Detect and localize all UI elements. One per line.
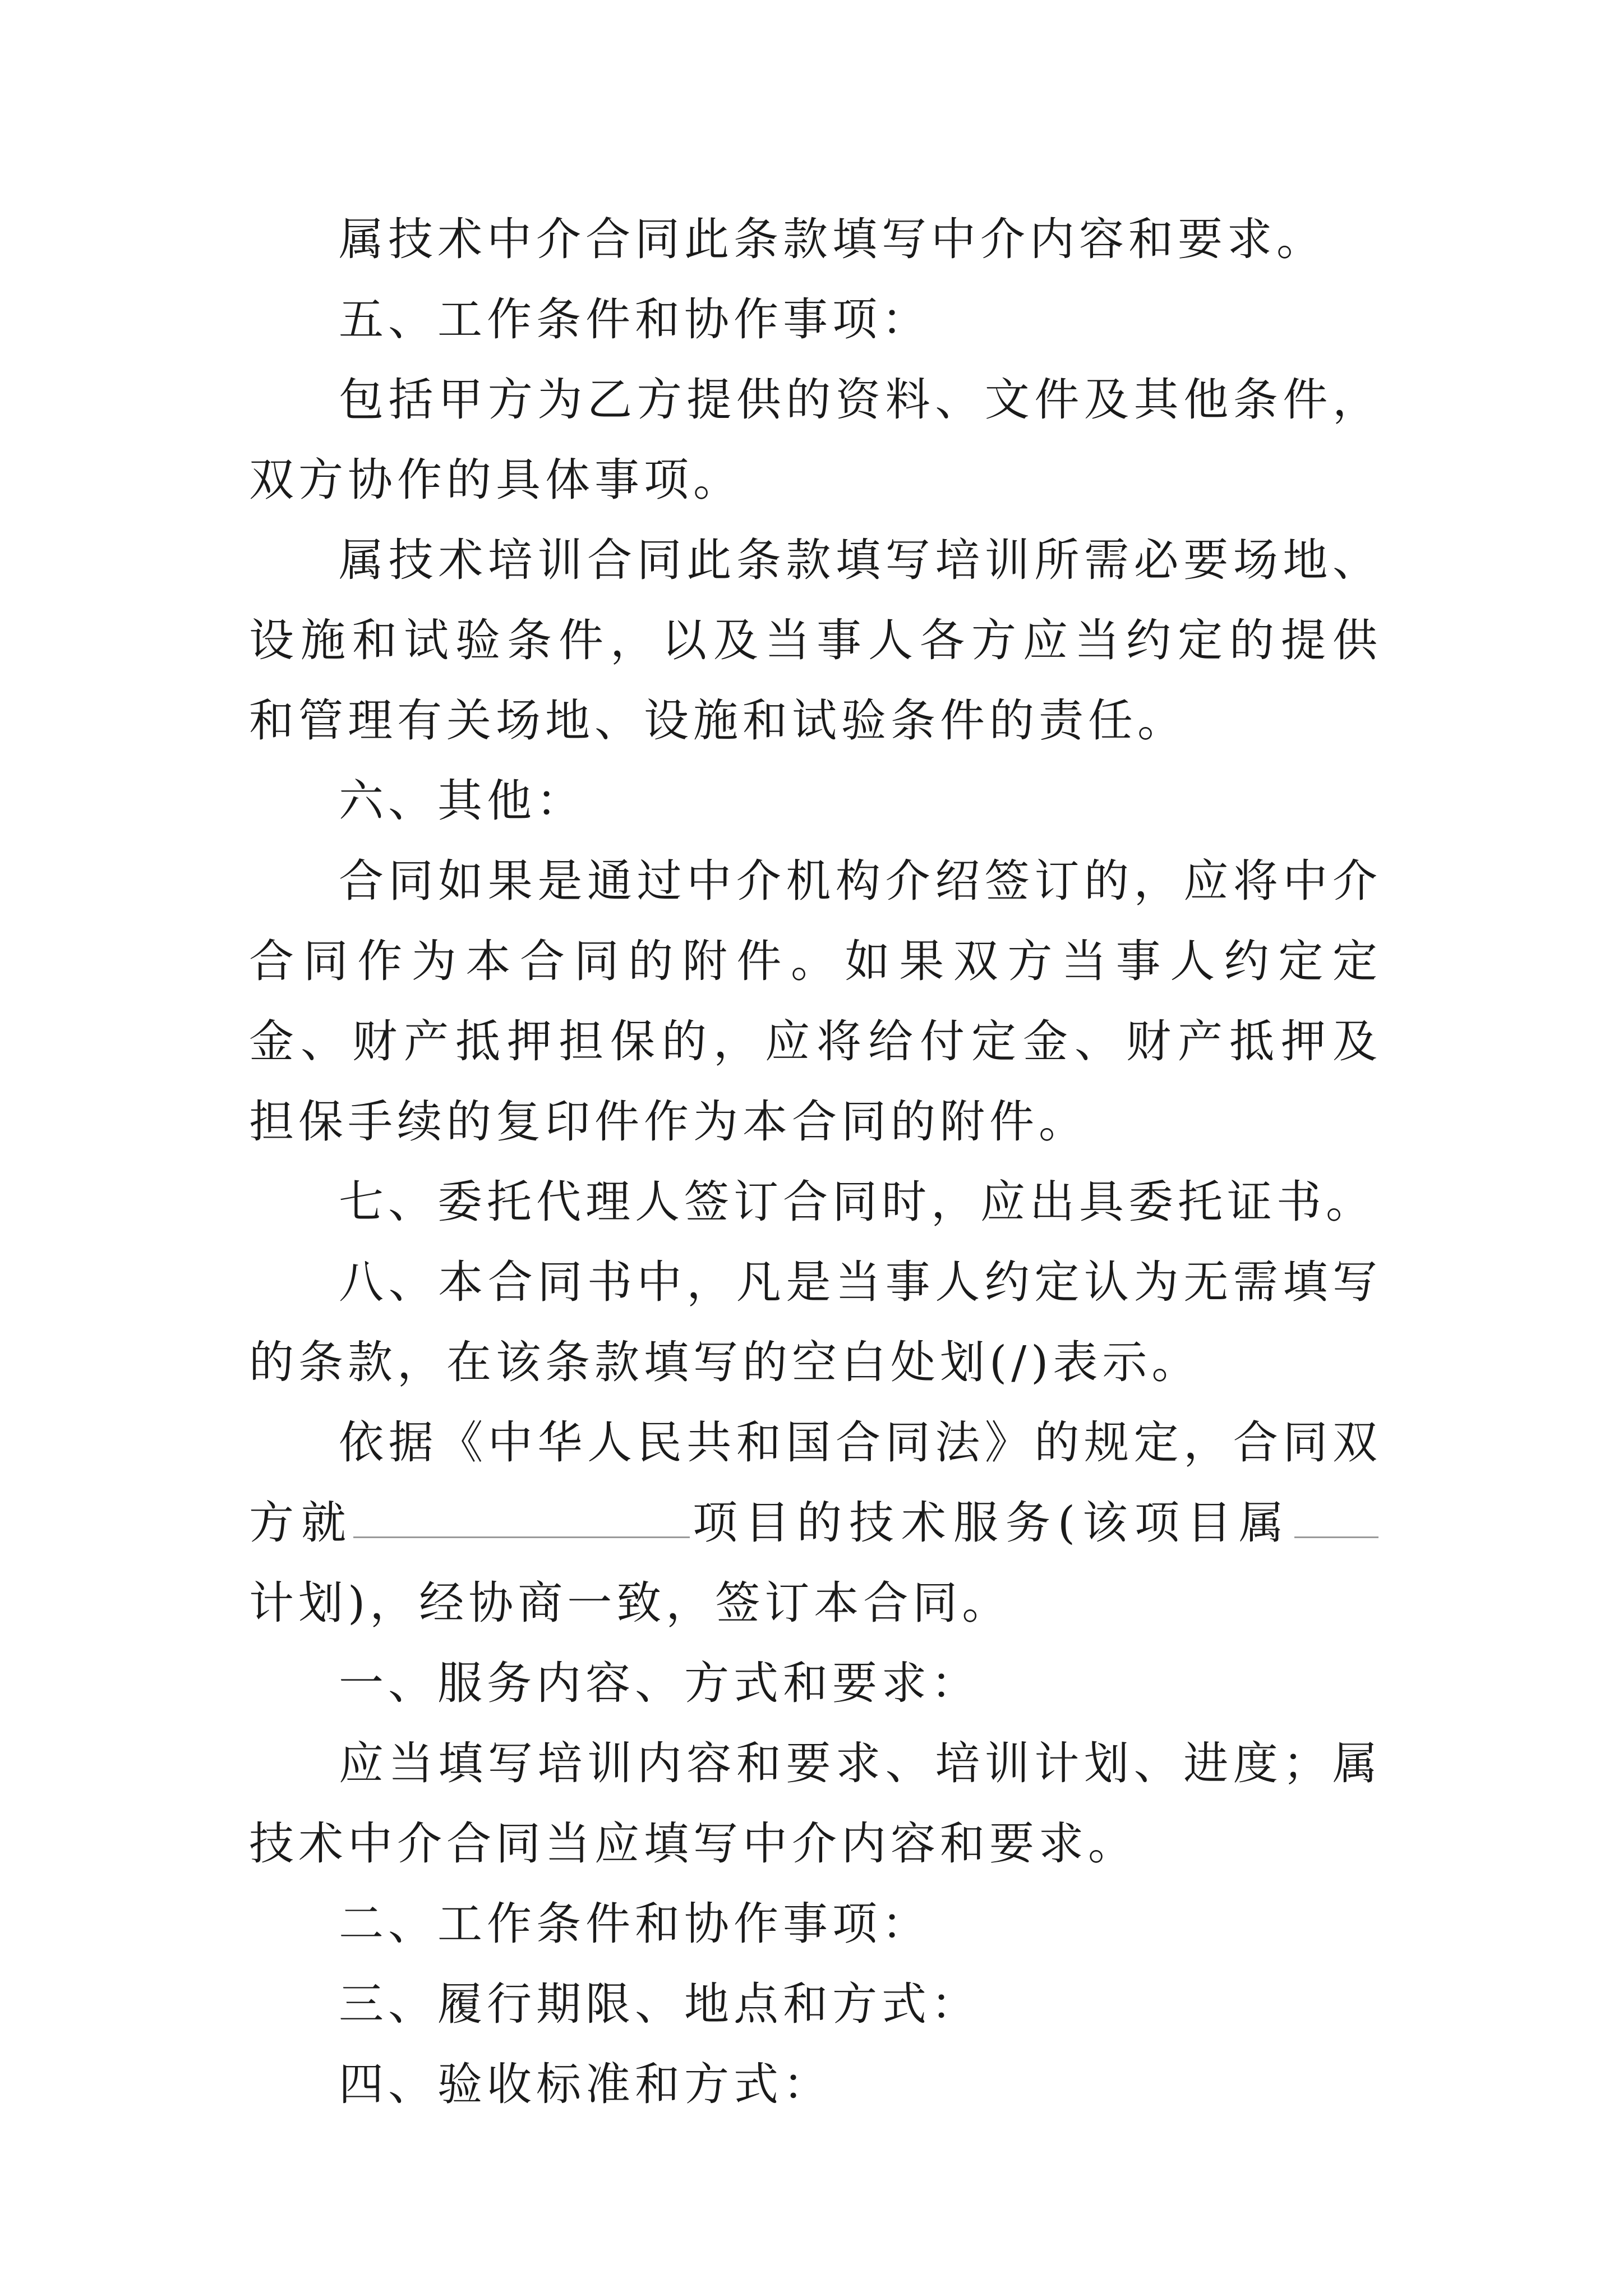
- paragraph-intermediary-note: 属技术中介合同此条款填写中介内容和要求。: [339, 213, 1326, 265]
- heading-acceptance-standard: 四、验收标准和方式：: [339, 2058, 832, 2110]
- paragraph-section-7: 七、委托代理人签订合同时，应出具委托证书。: [339, 1176, 1375, 1228]
- contract-basis-text-b: 项目的技术服务(该项目属: [689, 1497, 1292, 1549]
- contract-basis-text-c: 计划)，经协商一致，签订本合同。: [249, 1577, 1012, 1629]
- paragraph-cooperation-items: 包括甲方为乙方提供的资料、文件及其他条件，双方协作的具体事项。: [249, 374, 1382, 506]
- paragraph-training-conditions: 属技术培训合同此条款填写培训所需必要场地、设施和试验条件，以及当事人各方应当约定的提供和管理有关场地、设施和试验条件的责任。: [249, 534, 1382, 747]
- paragraph-section-8: 八、本合同书中，凡是当事人约定认为无需填写的条款，在该条款填写的空白处划(/)表示。: [249, 1256, 1382, 1388]
- heading-section-6: 六、其他：: [339, 775, 585, 827]
- heading-section-5: 五、工作条件和协作事项：: [339, 293, 931, 346]
- plan-name-blank: [1294, 1497, 1378, 1538]
- heading-performance-terms: 三、履行期限、地点和方式：: [339, 1978, 980, 2030]
- paragraph-contract-basis: [249, 1402, 1382, 1643]
- project-name-blank: [353, 1497, 690, 1538]
- paragraph-attachments: 合同如果是通过中介机构介绍签订的，应将中介合同作为本合同的附件。如果双方当事人约定定金、财产抵押担保的，应将给付定金、财产抵押及担保手续的复印件作为本合同的附件。: [249, 855, 1382, 1148]
- paragraph-service-content: 应当填写培训内容和要求、培训计划、进度；属技术中介合同当应填写中介内容和要求。: [249, 1737, 1382, 1870]
- heading-service-content: 一、服务内容、方式和要求：: [339, 1657, 980, 1709]
- contract-basis-text-a: 依据《中华人民共和国合同法》的规定，合同双方就: [249, 1416, 1382, 1549]
- heading-work-conditions: 二、工作条件和协作事项：: [339, 1898, 931, 1950]
- document-body: [249, 199, 1382, 2124]
